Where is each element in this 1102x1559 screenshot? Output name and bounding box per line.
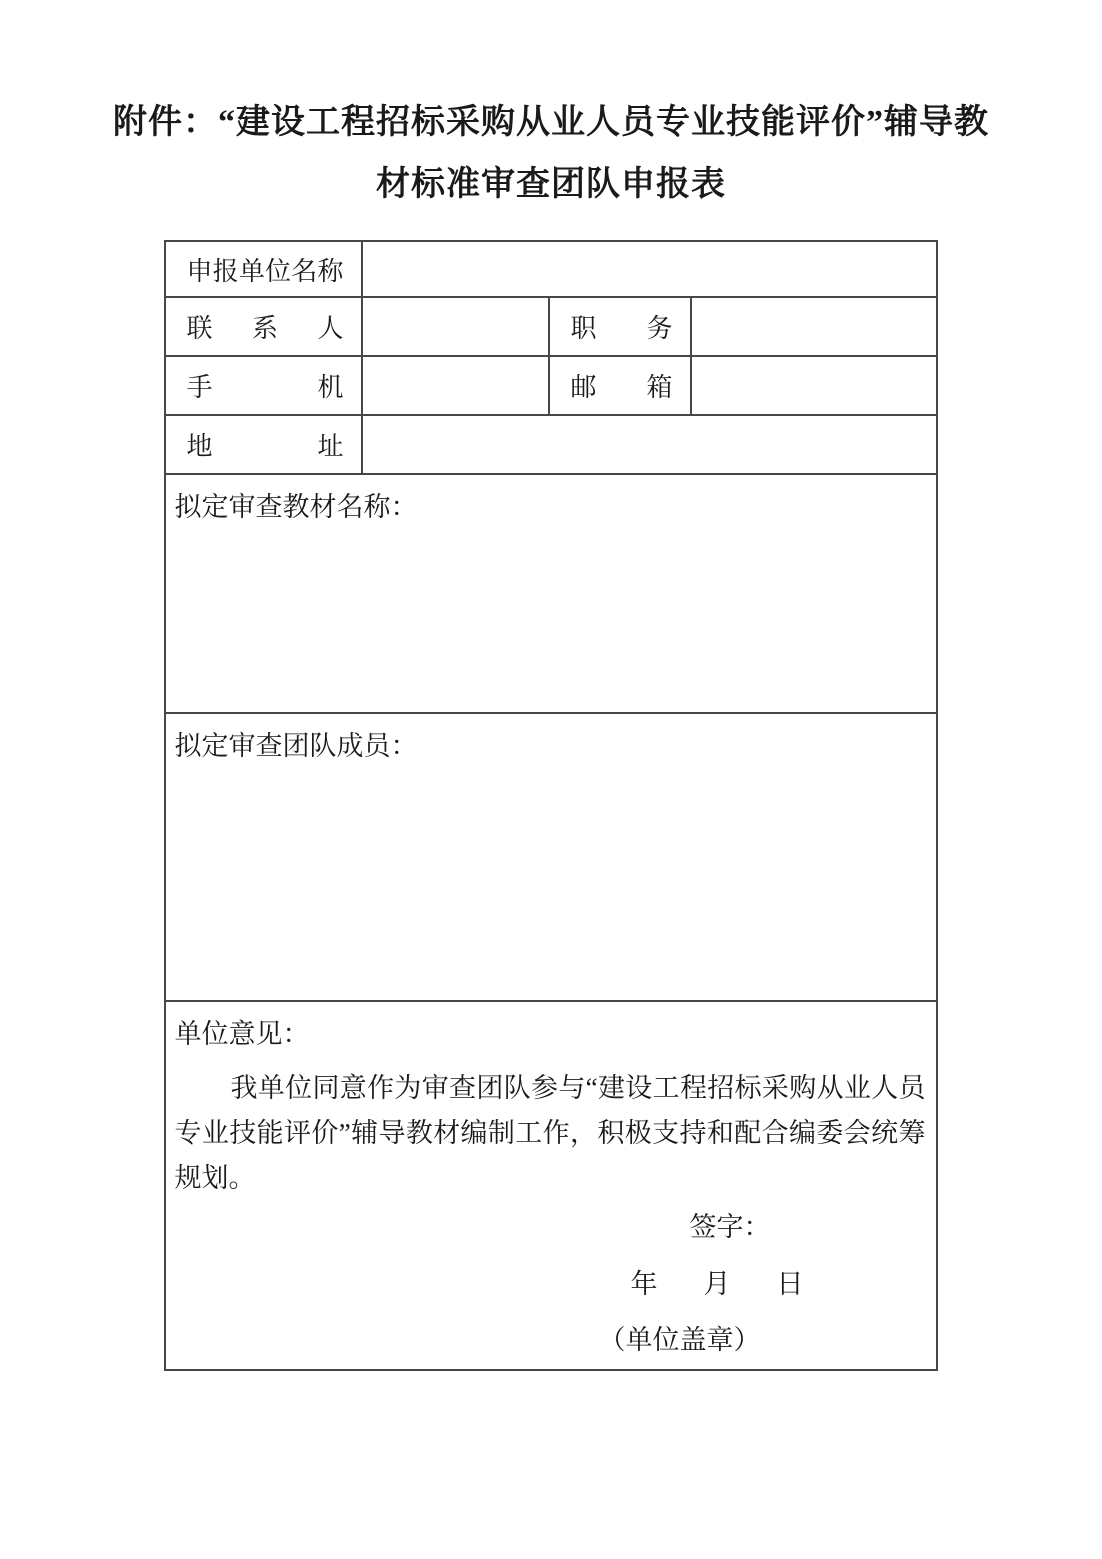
opinion-label: 单位意见：: [174, 1019, 310, 1049]
row-mobile-email: [165, 356, 936, 415]
opinion-section-cell: [165, 1001, 936, 1370]
row-unit-opinion: [165, 1001, 936, 1370]
document-title-line-1: 附件：“建设工程招标采购从业人员专业技能评价”辅导教: [113, 104, 989, 141]
signature-line: [174, 1205, 925, 1250]
address-input[interactable]: [362, 415, 936, 474]
materials-section-cell: [165, 474, 936, 713]
unit-name-label: 申 报 单 位 名 称: [165, 241, 362, 297]
email-input[interactable]: [691, 356, 936, 415]
mobile-label: 手 机: [165, 356, 362, 415]
stamp-label-line: [174, 1318, 925, 1363]
address-label: 地 址: [165, 415, 362, 474]
date-day-label: 日: [776, 1269, 804, 1299]
row-materials: [165, 474, 936, 713]
row-members: [165, 713, 936, 1001]
date-line: [174, 1262, 925, 1307]
mobile-input[interactable]: [362, 356, 549, 415]
contact-input[interactable]: [362, 297, 549, 356]
date-year-label: 年: [630, 1269, 658, 1299]
members-section-cell: [165, 713, 936, 1001]
document-title-line-2: 材标准审查团队申报表: [376, 166, 726, 203]
members-label: 拟定审查团队成员：: [174, 731, 418, 761]
signature-label: 签字：: [689, 1212, 771, 1242]
application-form-table: [164, 240, 937, 1371]
document-title: [0, 0, 1102, 216]
contact-label: 联 系 人: [165, 297, 362, 356]
row-contact-position: [165, 297, 936, 356]
email-label: 邮 箱: [549, 356, 691, 415]
position-input[interactable]: [691, 297, 936, 356]
row-unit-name: [165, 241, 936, 297]
position-label: 职 务: [549, 297, 691, 356]
stamp-label: （单位盖章）: [598, 1325, 761, 1355]
opinion-statement: 我单位同意作为审查团队参与“建设工程招标采购从业人员专业技能评价”辅导教材编制工作，积极支持和配合编委会统筹规划。: [174, 1073, 926, 1193]
date-month-label: 月: [703, 1269, 731, 1299]
unit-name-input[interactable]: [362, 241, 936, 297]
materials-label: 拟定审查教材名称：: [174, 492, 418, 522]
row-address: [165, 415, 936, 474]
